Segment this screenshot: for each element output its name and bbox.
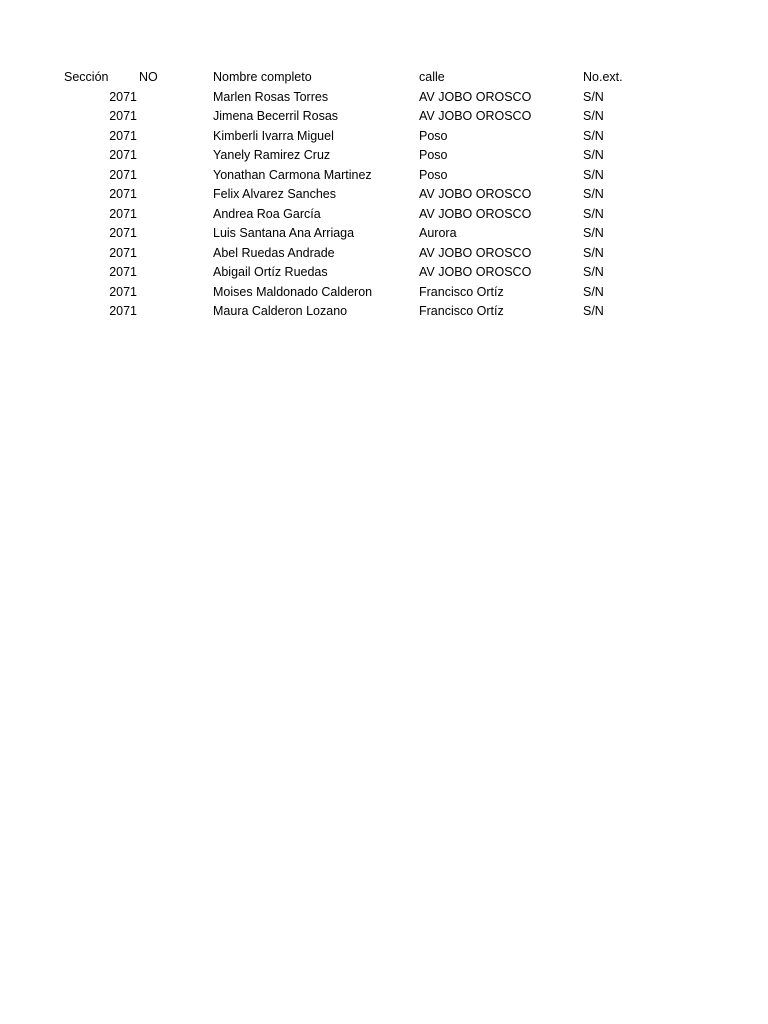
cell-seccion: 2071 — [109, 167, 137, 182]
cell-seccion: 2071 — [109, 265, 137, 279]
cell-nombre: Abel Ruedas Andrade — [213, 245, 335, 260]
cell-calle: AV JOBO OROSCO — [419, 206, 532, 221]
table-row — [0, 283, 768, 303]
table-row — [0, 88, 768, 108]
cell-no-ext: S/N — [583, 265, 604, 279]
table-body — [0, 88, 768, 322]
table-row — [0, 205, 768, 225]
cell-no-ext: S/N — [583, 148, 604, 162]
cell-nombre: Jimena Becerril Rosas — [213, 109, 339, 123]
cell-calle: Aurora — [419, 226, 457, 240]
cell-no-ext: S/N — [583, 226, 604, 240]
cell-seccion: 2071 — [109, 284, 137, 299]
cell-calle: Poso — [419, 148, 448, 162]
cell-calle: AV JOBO OROSCO — [419, 265, 532, 279]
table-row — [0, 127, 768, 147]
cell-seccion: 2071 — [109, 226, 137, 240]
header-row — [0, 68, 768, 88]
table-row — [0, 146, 768, 166]
cell-no-ext: S/N — [583, 109, 604, 123]
cell-nombre: Felix Alvarez Sanches — [213, 187, 336, 201]
table-row — [0, 166, 768, 186]
cell-nombre: Abigail Ortíz Ruedas — [213, 265, 328, 279]
header-no-ext: No.ext. — [583, 70, 623, 84]
cell-no-ext: S/N — [583, 187, 604, 201]
header-no: NO — [139, 70, 158, 84]
table-row — [0, 244, 768, 264]
cell-no-ext: S/N — [583, 206, 604, 221]
header-nombre: Nombre completo — [213, 70, 312, 84]
cell-seccion: 2071 — [109, 304, 137, 318]
cell-no-ext: S/N — [583, 128, 604, 143]
cell-seccion: 2071 — [109, 128, 137, 143]
cell-calle: AV JOBO OROSCO — [419, 109, 532, 123]
cell-nombre: Yonathan Carmona Martinez — [213, 167, 372, 182]
cell-calle: Poso — [419, 167, 448, 182]
cell-seccion: 2071 — [109, 89, 137, 104]
cell-nombre: Yanely Ramirez Cruz — [213, 148, 331, 162]
cell-calle: Francisco Ortíz — [419, 304, 504, 318]
cell-no-ext: S/N — [583, 304, 604, 318]
cell-nombre: Maura Calderon Lozano — [213, 304, 348, 318]
cell-calle: Francisco Ortíz — [419, 284, 504, 299]
table-row — [0, 224, 768, 244]
cell-nombre: Andrea Roa García — [213, 206, 321, 221]
cell-calle: Poso — [419, 128, 448, 143]
header-calle: calle — [419, 70, 445, 84]
table-row — [0, 185, 768, 205]
cell-no-ext: S/N — [583, 89, 604, 104]
cell-no-ext: S/N — [583, 167, 604, 182]
cell-calle: AV JOBO OROSCO — [419, 187, 532, 201]
cell-calle: AV JOBO OROSCO — [419, 245, 532, 260]
spreadsheet-table — [0, 68, 768, 322]
cell-nombre: Marlen Rosas Torres — [213, 89, 329, 104]
table-row — [0, 107, 768, 127]
cell-nombre: Moises Maldonado Calderon — [213, 284, 373, 299]
cell-seccion: 2071 — [109, 206, 137, 221]
table-row — [0, 263, 768, 283]
table-row — [0, 302, 768, 322]
cell-seccion: 2071 — [109, 187, 137, 201]
cell-nombre: Kimberli Ivarra Miguel — [213, 128, 334, 143]
cell-calle: AV JOBO OROSCO — [419, 89, 532, 104]
cell-seccion: 2071 — [109, 148, 137, 162]
cell-seccion: 2071 — [109, 245, 137, 260]
cell-seccion: 2071 — [109, 109, 137, 123]
cell-no-ext: S/N — [583, 245, 604, 260]
header-seccion: Sección — [64, 70, 109, 84]
cell-no-ext: S/N — [583, 284, 604, 299]
cell-nombre: Luis Santana Ana Arriaga — [213, 226, 355, 240]
